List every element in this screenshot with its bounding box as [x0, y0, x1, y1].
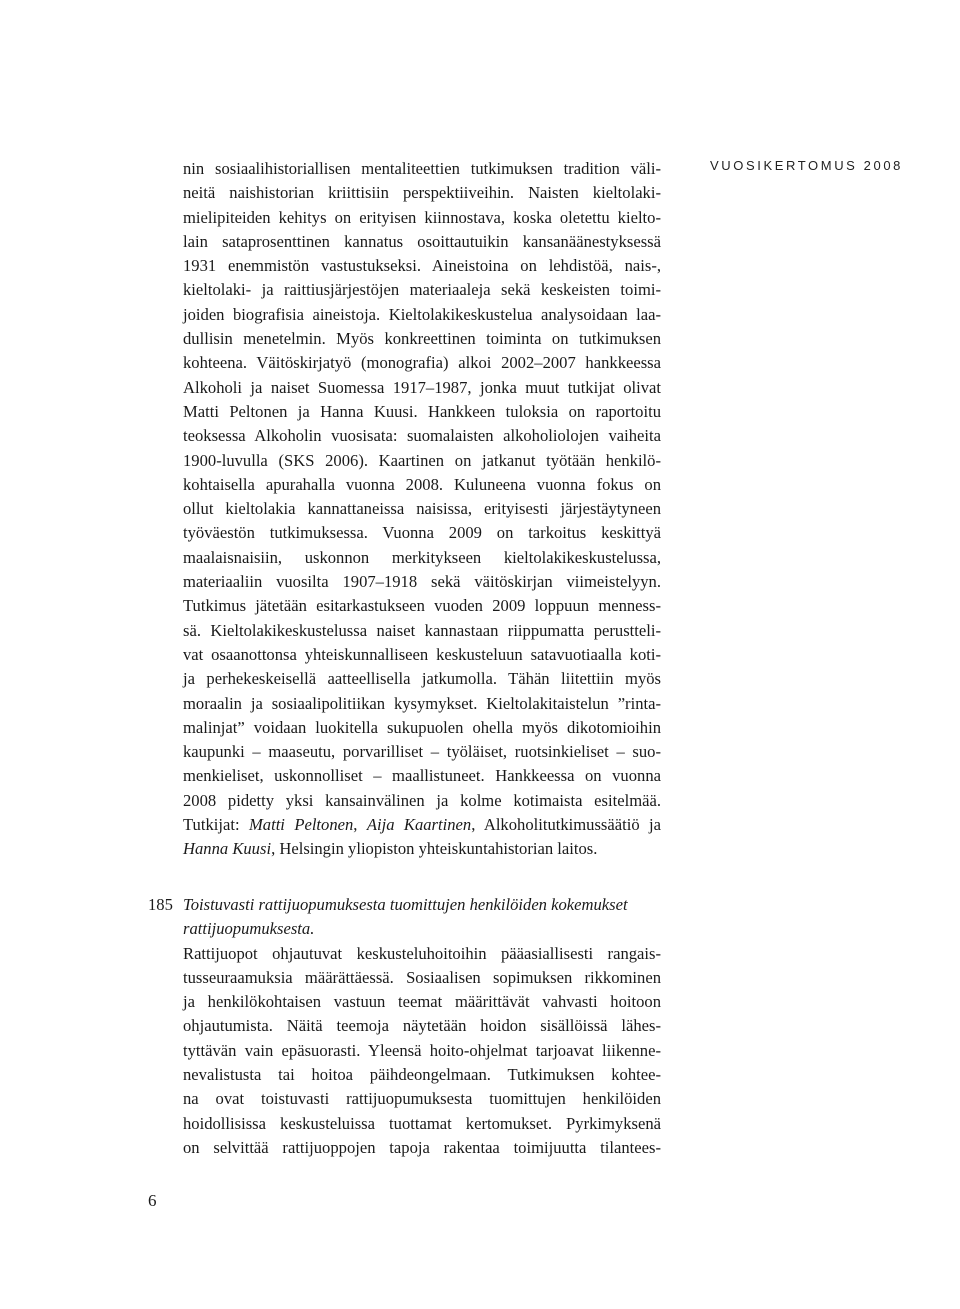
entry-body-line: Rattijuopot ohjautuvat keskusteluhoitoihin pääasiallisesti rangais- — [183, 943, 661, 963]
paragraph-line: vat osaanottonsa yhteiskunnalliseen keskusteluun satavuotiaalla koti- — [183, 644, 661, 664]
paragraph-line: 2008 pidetty yksi kansainvälinen ja kolme kotimaista esitelmää. — [183, 790, 661, 810]
paragraph-line: moraalin ja sosiaalipolitiikan kysymykset. Kieltolakitaistelun ”rinta- — [183, 693, 661, 713]
paragraph-line: joiden biografisia aineistoja. Kieltolakikeskustelua analysoidaan laa- — [183, 304, 661, 324]
paragraph-line: menkieliset, uskonnolliset – maallistuneet. Hankkeessa on vuonna — [183, 766, 661, 786]
entry-body-line: tyttävän vain epäsuorasti. Yleensä hoito-ohjelmat tarjoavat liikenne- — [183, 1040, 661, 1060]
paragraph-line: materiaaliin vuosilta 1907–1918 sekä väitöskirjan viimeistelyyn. — [183, 572, 661, 592]
entry-body-line: tusseuraamuksia määrättäessä. Sosiaalisen sopimuksen rikkominen — [183, 967, 661, 987]
paragraph-line: kieltolaki- ja raittiusjärjestöjen materiaaleja sekä keskeisten toimi- — [183, 280, 661, 300]
researcher-affiliation: , Helsingin yliopiston yhteiskuntahistorian laitos. — [271, 839, 598, 859]
researcher-affiliation: , Alkoholitutkimussäätiö ja — [471, 815, 661, 835]
researchers-line — [183, 813, 661, 837]
entry-body-line: ohjautumista. Näitä teemoja näytetään hoidon sisällöissä lähes- — [183, 1016, 661, 1036]
researcher-name: Aija Kaartinen — [366, 815, 472, 835]
entry-body-line: on selvittää rattijuoppojen tapoja rakentaa toimijuutta tilantees- — [183, 1137, 661, 1157]
paragraph-line: sä. Kieltolakikeskustelussa naiset kannastaan riippumatta perustteli- — [183, 620, 661, 640]
paragraph-line: kohtaisella apurahalla vuonna 2008. Kuluneena vuonna fokus on — [183, 474, 661, 494]
researchers-separator: , — [353, 815, 367, 835]
paragraph-line: Matti Peltonen ja Hanna Kuusi. Hankkeen tuloksia on raportoitu — [183, 401, 661, 421]
paragraph-line: neitä naishistorian kriittisiin perspektiiveihin. Naisten kieltolaki- — [183, 183, 661, 203]
paragraph-line: ja perhekeskeisellä aatteellisella jatkumolla. Tähän liitettiin myös — [183, 669, 661, 689]
paragraph-line: 1931 enemmistön vastustukseksi. Aineistoina on lehdistöä, nais-, — [183, 256, 661, 276]
entry-185 — [183, 893, 661, 1160]
researchers-line — [183, 837, 661, 861]
researcher-name: Hanna Kuusi — [183, 839, 272, 859]
paragraph-line: kaupunki – maaseutu, porvarilliset – työläiset, ruotsinkieliset – suo- — [183, 742, 661, 762]
continued-paragraph — [183, 157, 661, 862]
page-number: 6 — [148, 1191, 157, 1210]
entry-body-line: hoidollisissa keskusteluissa tuottamat kertomukset. Pyrkimyksenä — [183, 1113, 661, 1133]
entry-body-line: nevalistusta tai hoitoa päihdeongelmaan. Tutkimuksen kohtee- — [183, 1065, 661, 1085]
paragraph-line: lain sataprosenttinen kannatus osoittautuikin kansanäänestyksessä — [183, 231, 661, 251]
paragraph-line: mielipiteiden kehitys on erityisen kiinnostava, koska oletettu kielto- — [183, 207, 661, 227]
paragraph-line: Alkoholi ja naiset Suomessa 1917–1987, jonka muut tutkijat olivat — [183, 377, 661, 397]
paragraph-line: 1900-luvulla (SKS 2006). Kaartinen on jatkanut työtään henkilö- — [183, 450, 661, 470]
paragraph-line: malinjat” voidaan luokitella sukupuolen ohella myös dikotomioihin — [183, 717, 661, 737]
paragraph-line: teoksessa Alkoholin vuosisata: suomalaisten alkoholiolojen vaiheita — [183, 426, 661, 446]
entry-body-line: na ovat toistuvasti rattijuopumuksesta tuomittujen henkilöiden — [183, 1089, 661, 1109]
researchers-prefix: Tutkijat: — [183, 815, 249, 835]
entry-title-line: rattijuopumuksesta. — [183, 919, 315, 939]
paragraph-line: työväestön tutkimuksessa. Vuonna 2009 on tarkoitus keskittyä — [183, 523, 661, 543]
paragraph-line: ollut kieltolakia kannattaneissa naisissa, erityisesti järjestäytyneen — [183, 499, 661, 519]
researcher-name: Matti Peltonen — [248, 815, 354, 835]
paragraph-line: dullisin menetelmin. Myös konkreettinen toiminta on tutkimuksen — [183, 329, 661, 349]
running-header: VUOSIKERTOMUS 2008 — [710, 158, 903, 173]
entry-number: 185 — [148, 895, 173, 914]
entry-title-line: Toistuvasti rattijuopumuksesta tuomittujen henkilöiden kokemukset — [183, 895, 628, 914]
paragraph-line: maalaisnaisiin, uskonnon merkitykseen kieltolakikeskustelussa, — [183, 547, 661, 567]
paragraph-line: kohteena. Väitöskirjatyö (monografia) alkoi 2002–2007 hankkeessa — [183, 353, 661, 373]
paragraph-line: Tutkimus jätetään esitarkastukseen vuoden 2009 loppuun menness- — [183, 596, 661, 616]
paragraph-line: nin sosiaalihistoriallisen mentaliteettien tutkimuksen tradition väli- — [183, 159, 661, 178]
entry-body-line: ja henkilökohtaisen vastuun teemat määrittävät vahvasti hoitoon — [183, 992, 661, 1012]
